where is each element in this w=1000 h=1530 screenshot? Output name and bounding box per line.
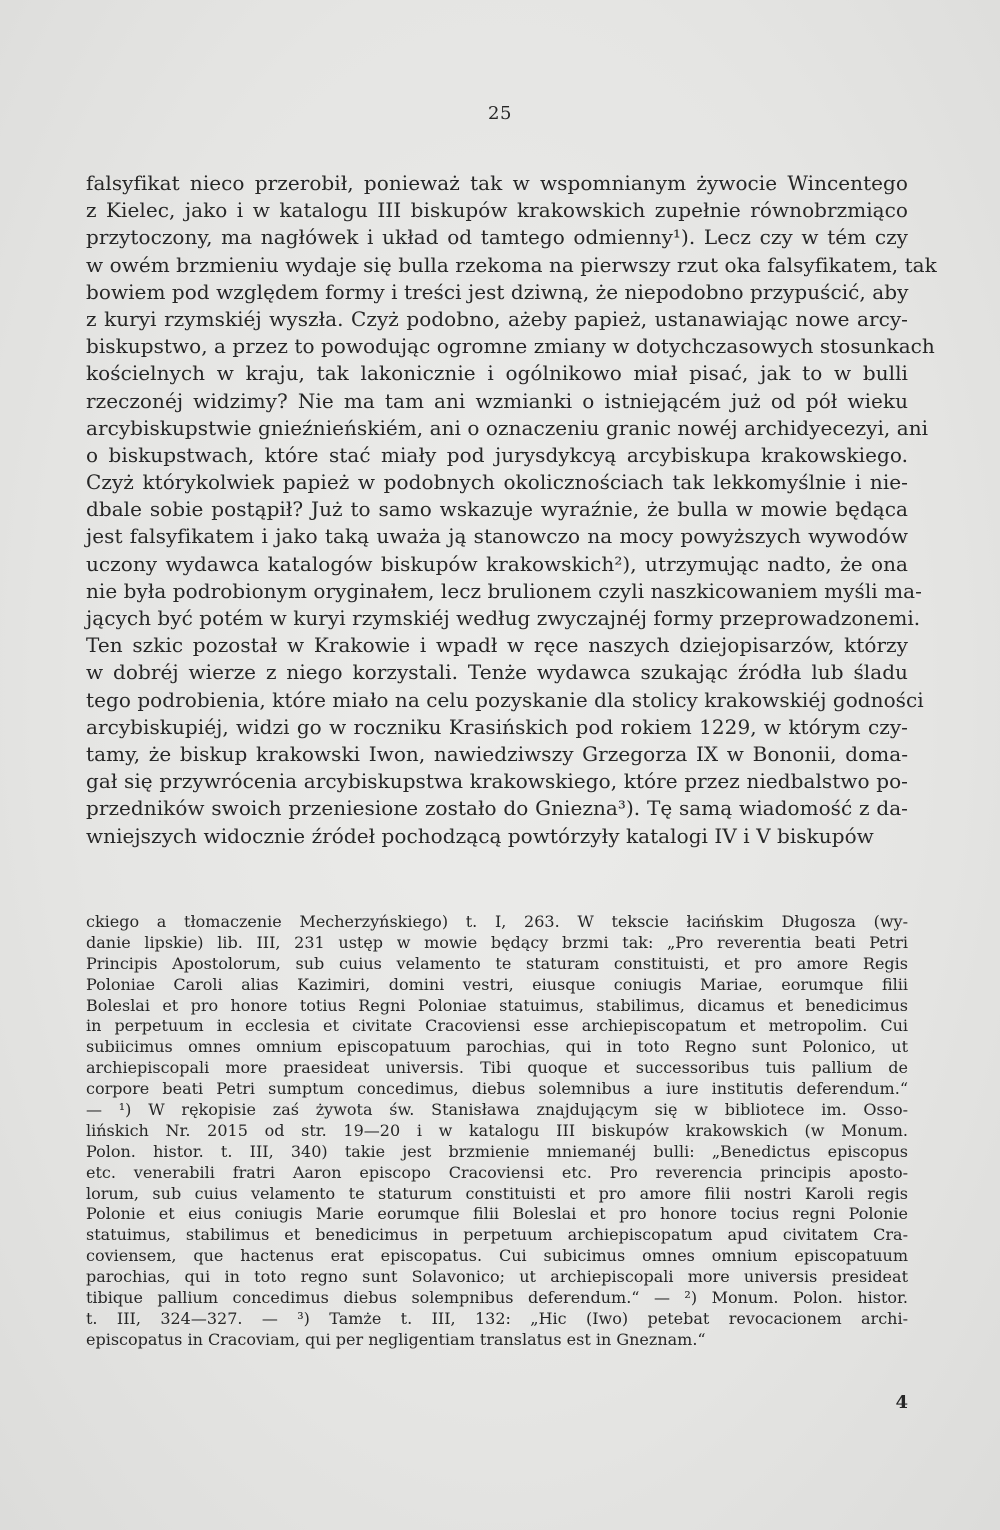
main-text-line: tamy, że biskup krakowski Iwon, nawiedziwszy Grzegorza IX w Bononii, doma- (86, 741, 908, 766)
main-text-block (86, 170, 937, 850)
footnotes-block (86, 912, 908, 1351)
footnote-line: in perpetuum in ecclesia et civitate Cracoviensi esse archiepiscopatum et metropolim. Cui (86, 1016, 908, 1036)
main-text-line: gał się przywrócenia arcybiskupstwa krakowskiego, które przez niedbalstwo po- (86, 769, 908, 794)
footnote-line: lorum, sub cuius velamento te staturum constituisti et pro amore filii nostri Karoli regis (86, 1183, 908, 1203)
main-text-line: kościelnych w kraju, tak lakonicznie i ogólnikowo miał pisać, jak to w bulli (86, 361, 908, 386)
footnote-line: corpore beati Petri sumptum concedimus, diebus solemnibus a iure institutis deferendum.“ (86, 1079, 908, 1099)
footnote-line: danie lipskie) lib. III, 231 ustęp w mowie będący brzmi tak: „Pro reverentia beati Petri (86, 932, 908, 952)
main-text-line: arcybiskupiéj, widzi go w roczniku Krasińskich pod rokiem 1229, w którym czy- (86, 714, 908, 739)
main-text-line: bowiem pod względem formy i treści jest dziwną, że niepodobno przypuścić, aby (86, 279, 909, 304)
footnote-line: Polonie et eius coniugis Marie eorumque filii Boleslai et pro honore tocius regni Polonie (86, 1204, 908, 1224)
main-text-line: tego podrobienia, które miało na celu pozyskanie dla stolicy krakowskiéj godności (86, 687, 924, 712)
main-text-line: nie była podrobionym oryginałem, lecz brulionem czyli naszkicowaniem myśli ma- (86, 578, 922, 603)
page-number: 25 (488, 103, 512, 124)
main-text-line: z Kielec, jako i w katalogu III biskupów krakowskich zupełnie równobrzmiąco (86, 198, 908, 223)
main-text-line: Ten szkic pozostał w Krakowie i wpadł w ręce naszych dziejopisarzów, którzy (86, 633, 908, 658)
footnote-line: subiicimus omnes omnium episcopatuum parochias, qui in toto Regno sunt Polonico, ut (86, 1037, 908, 1057)
main-text-line: dbale sobie postąpił? Już to samo wskazuje wyraźnie, że bulla w mowie będąca (86, 497, 908, 522)
footnote-line: parochias, qui in toto regno sunt Solavonico; ut archiepiscopali more universis presideat (86, 1267, 908, 1287)
footnote-line: Poloniae Caroli alias Kazimiri, domini vestri, eiusque coniugis Mariae, eorumque filii (86, 974, 908, 994)
footnote-line: statuimus, stabilimus et benedicimus in perpetuum archiepiscopatum apud civitatem Cra- (86, 1225, 908, 1245)
footnote-line: lińskich Nr. 2015 od str. 19—20 i w katalogu III biskupów krakowskich (w Monum. (86, 1120, 908, 1140)
main-text-line: o biskupstwach, które stać miały pod jurysdykcyą arcybiskupa krakowskiego. (86, 442, 908, 467)
footnote-line: Principis Apostolorum, sub cuius velamento te staturam constituisti, et pro amore Regis (86, 953, 908, 973)
footnote-line: episcopatus in Cracoviam, qui per negligentiam translatus est in Gneznam.“ (86, 1329, 706, 1349)
main-text-line: rzeczonéj widzimy? Nie ma tam ani wzmianki o istniejącém już od pół wieku (86, 388, 908, 413)
main-text-line: biskupstwo, a przez to powodując ogromne zmiany w dotychczasowych stosunkach (86, 334, 935, 359)
main-text-line: arcybiskupstwie gnieźnieńskiém, ani o oznaczeniu granic nowéj archidyecezyi, ani (86, 415, 929, 440)
main-text-line: przedników swoich przeniesione zostało do Gniezna³). Tę samą wiadomość z da- (86, 796, 908, 821)
main-text-line: przytoczony, ma nagłówek i układ od tamtego odmienny¹). Lecz czy w tém czy (86, 225, 908, 250)
main-text-line: wniejszych widocznie źródeł pochodzącą powtórzyły katalogi IV i V biskupów (86, 823, 874, 848)
footnote-line: Boleslai et pro honore totius Regni Poloniae statuimus, stabilimus, dicamus et benedicimus (86, 995, 908, 1015)
main-text-line: falsyfikat nieco przerobił, ponieważ tak w wspomnianym żywocie Wincentego (86, 171, 908, 195)
main-text-line: Czyż którykolwiek papież w podobnych okolicznościach tak lekkomyślnie i nie- (86, 470, 908, 495)
main-text-line: w dobréj wierze z niego korzystali. Tenże wydawca szukając źródła lub śladu (86, 660, 908, 685)
main-text-line: uczony wydawca katalogów biskupów krakowskich²), utrzymując nadto, że ona (86, 551, 908, 576)
footnote-line: t. III, 324—327. — ³) Tamże t. III, 132: „Hic (Iwo) petebat revocacionem archi- (86, 1308, 908, 1328)
footnote-line: ckiego a tłomaczenie Mecherzyńskiego) t. I, 263. W tekscie łacińskim Długosza (wy- (86, 912, 908, 931)
main-text-line: z kuryi rzymskiéj wyszła. Czyż podobno, ażeby papież, ustanawiając nowe arcy- (86, 306, 908, 331)
main-text-line: jest falsyfikatem i jako taką uważa ją stanowczo na mocy powyższych wywodów (86, 524, 908, 549)
main-text-line: w owém brzmieniu wydaje się bulla rzekoma na pierwszy rzut oka falsyfikatem, tak (86, 252, 937, 277)
footnote-line: Polon. histor. t. III, 340) takie jest brzmienie mniemanéj bulli: „Benedictus episcopus (86, 1141, 908, 1161)
footnote-line: etc. venerabili fratri Aaron episcopo Cracoviensi etc. Pro reverencia principis aposto- (86, 1162, 908, 1182)
footnote-line: archiepiscopali more praesideat universis. Tibi quoque et successoribus tuis pallium de (86, 1058, 908, 1078)
main-text-line: jących być potém w kuryi rzymskiéj według zwyczajnéj formy przeprowadzonemi. (86, 606, 921, 630)
footnote-line: — ¹) W rękopisie zaś żywota św. Stanisława znajdującym się w bibliotece im. Osso- (86, 1100, 908, 1120)
printer-signature-mark: 4 (895, 1392, 908, 1413)
footnote-line: tibique pallium concedimus diebus solempnibus deferendum.“ — ²) Monum. Polon. histor. (86, 1288, 908, 1308)
footnote-line: coviensem, que hactenus erat episcopatus. Cui subicimus omnes omnium episcopatuum (86, 1246, 908, 1266)
